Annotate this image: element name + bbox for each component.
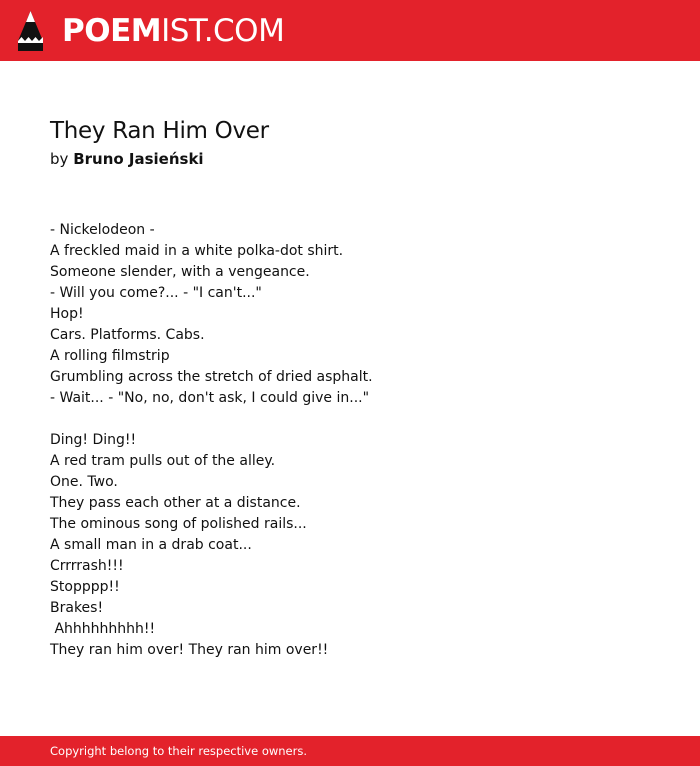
poem-line: Hop!	[50, 306, 84, 322]
poem-line: Brakes!	[50, 600, 104, 616]
site-header	[0, 0, 700, 61]
poem-line: A freckled maid in a white polka-dot shirt.	[50, 243, 344, 259]
poem-line: A small man in a drab coat...	[50, 537, 252, 553]
poem-line: A red tram pulls out of the alley.	[50, 453, 276, 469]
poem-line: One. Two.	[50, 474, 118, 490]
byline	[50, 148, 670, 170]
poem-line: Grumbling across the stretch of dried asphalt.	[50, 369, 373, 385]
stanza-2	[50, 430, 670, 661]
author-name[interactable]: Bruno Jasieński	[73, 150, 204, 168]
poem-line: The ominous song of polished rails...	[50, 516, 307, 532]
poem-line: Ahhhhhhhhh!!	[50, 621, 156, 637]
poem-line: They pass each other at a distance.	[50, 495, 301, 511]
site-footer	[0, 736, 700, 766]
poem-body	[50, 220, 670, 661]
poem-line: Ding! Ding!!	[50, 432, 137, 448]
poem-line: - Nickelodeon -	[50, 222, 155, 238]
poem-line: - Will you come?... - "I can't..."	[50, 285, 262, 301]
stanza-1	[50, 220, 670, 409]
poem-line: They ran him over! They ran him over!!	[50, 642, 329, 658]
poem-line: Someone slender, with a vengeance.	[50, 264, 310, 280]
poem-line: A rolling filmstrip	[50, 348, 170, 364]
brand-name-light: IST.COM	[161, 13, 285, 49]
poem-line: Stopppp!!	[50, 579, 120, 595]
poem-line: Cars. Platforms. Cabs.	[50, 327, 205, 343]
brand-name-bold: POEM	[62, 13, 162, 49]
poem-title: They Ran Him Over	[50, 118, 269, 144]
by-label: by	[50, 150, 69, 168]
poem-content	[50, 114, 670, 682]
pencil-tip-icon[interactable]	[17, 10, 44, 52]
site-logo[interactable]	[62, 13, 284, 49]
copyright-notice: Copyright belong to their respective owners.	[50, 744, 308, 758]
poem-line: Crrrrash!!!	[50, 558, 124, 574]
poem-line: - Wait... - "No, no, don't ask, I could give in..."	[50, 390, 370, 406]
